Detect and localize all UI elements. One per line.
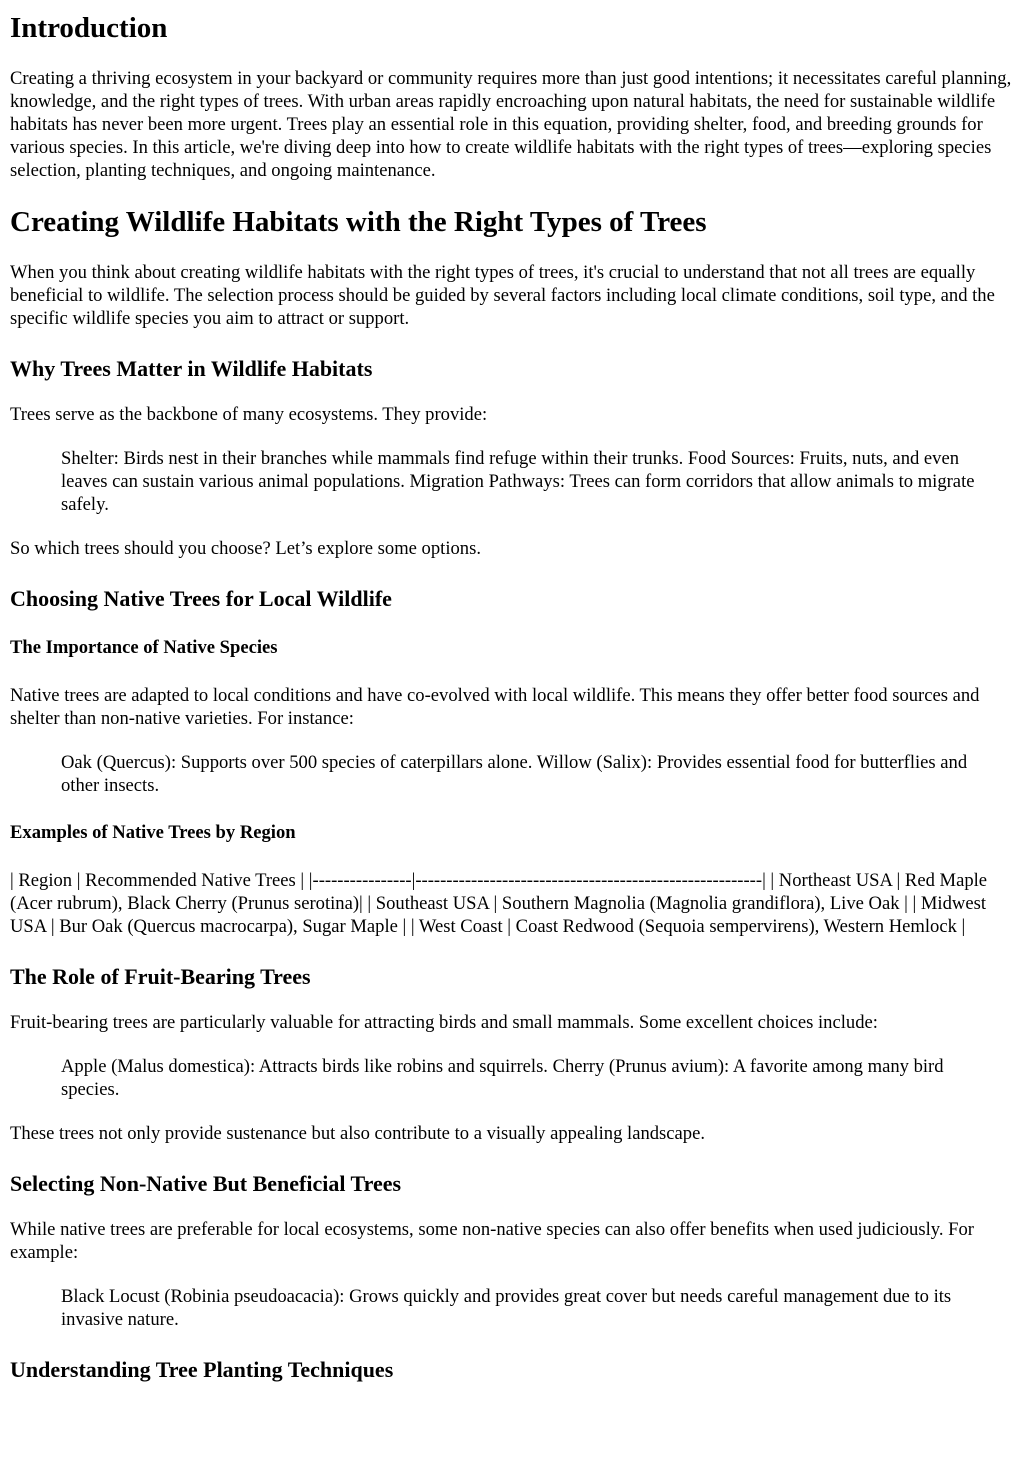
examples-table-text: | Region | Recommended Native Trees | |----------------|--------------------------------------------------------| | Northeast USA | Red Maple (Acer rubrum), Black Cherry (Prunus serotina)| | Southeast USA | Southern Magnolia (Magnolia grandiflora), Live Oak | | Midwest USA | Bur Oak (Quercus macrocarpa), Sugar Maple | | West Coast | Coast Redwood (Sequoia sempervirens), Western Hemlock | xyxy=(10,870,988,937)
examples-heading: Examples of Native Trees by Region xyxy=(10,822,296,843)
why-trees-heading: Why Trees Matter in Wildlife Habitats xyxy=(10,356,373,381)
importance-heading: The Importance of Native Species xyxy=(10,637,278,658)
why-trees-quote: Shelter: Birds nest in their branches while mammals find refuge within their trunks. Food Sources: Fruits, nuts, and even leaves can sustain various animal populations. Migration Pathways: Trees can form corridors that allow animals to migrate safely. xyxy=(61,448,975,515)
planting-heading: Understanding Tree Planting Techniques xyxy=(10,1357,394,1382)
nonnative-heading: Selecting Non-Native But Beneficial Trees xyxy=(10,1171,402,1196)
intro-paragraph: Creating a thriving ecosystem in your backyard or community requires more than just good intentions; it necessitates careful planning, knowledge, and the right types of trees. With urban areas rapidly encroaching upon natural habitats, the need for sustainable wildlife habitats has never been more urgent. Trees play an essential role in this equation, providing shelter, food, and breeding grounds for various species. In this article, we're diving deep into how to create wildlife habitats with the right types of trees—exploring species selection, planting techniques, and ongoing maintenance. xyxy=(10,68,1012,181)
why-trees-followup: So which trees should you choose? Let’s explore some options. xyxy=(10,538,481,559)
fruit-trees-followup: These trees not only provide sustenance but also contribute to a visually appealing landscape. xyxy=(10,1123,705,1144)
fruit-trees-paragraph: Fruit-bearing trees are particularly valuable for attracting birds and small mammals. Some excellent choices include: xyxy=(10,1012,878,1033)
nonnative-paragraph: While native trees are preferable for local ecosystems, some non-native species can also offer benefits when used judiciously. For example: xyxy=(10,1219,974,1263)
nonnative-quote: Black Locust (Robinia pseudoacacia): Grows quickly and provides great cover but needs careful management due to its invasive nature. xyxy=(61,1286,952,1330)
fruit-trees-heading: The Role of Fruit-Bearing Trees xyxy=(10,964,311,989)
intro-heading: Introduction xyxy=(10,12,168,44)
importance-paragraph: Native trees are adapted to local conditions and have co-evolved with local wildlife. This means they offer better food sources and shelter than non-native varieties. For instance: xyxy=(10,685,980,729)
main-paragraph: When you think about creating wildlife habitats with the right types of trees, it's crucial to understand that not all trees are equally beneficial to wildlife. The selection process should be guided by several factors including local climate conditions, soil type, and the specific wildlife species you aim to attract or support. xyxy=(10,262,995,329)
article-page xyxy=(0,11,1024,1383)
why-trees-paragraph: Trees serve as the backbone of many ecosystems. They provide: xyxy=(10,404,488,425)
main-heading: Creating Wildlife Habitats with the Right Types of Trees xyxy=(10,206,707,238)
fruit-trees-quote: Apple (Malus domestica): Attracts birds like robins and squirrels. Cherry (Prunus avium): A favorite among many bird species. xyxy=(61,1056,944,1100)
importance-quote: Oak (Quercus): Supports over 500 species of caterpillars alone. Willow (Salix): Provides essential food for butterflies and other insects. xyxy=(61,752,968,796)
native-trees-heading: Choosing Native Trees for Local Wildlife xyxy=(10,586,392,611)
